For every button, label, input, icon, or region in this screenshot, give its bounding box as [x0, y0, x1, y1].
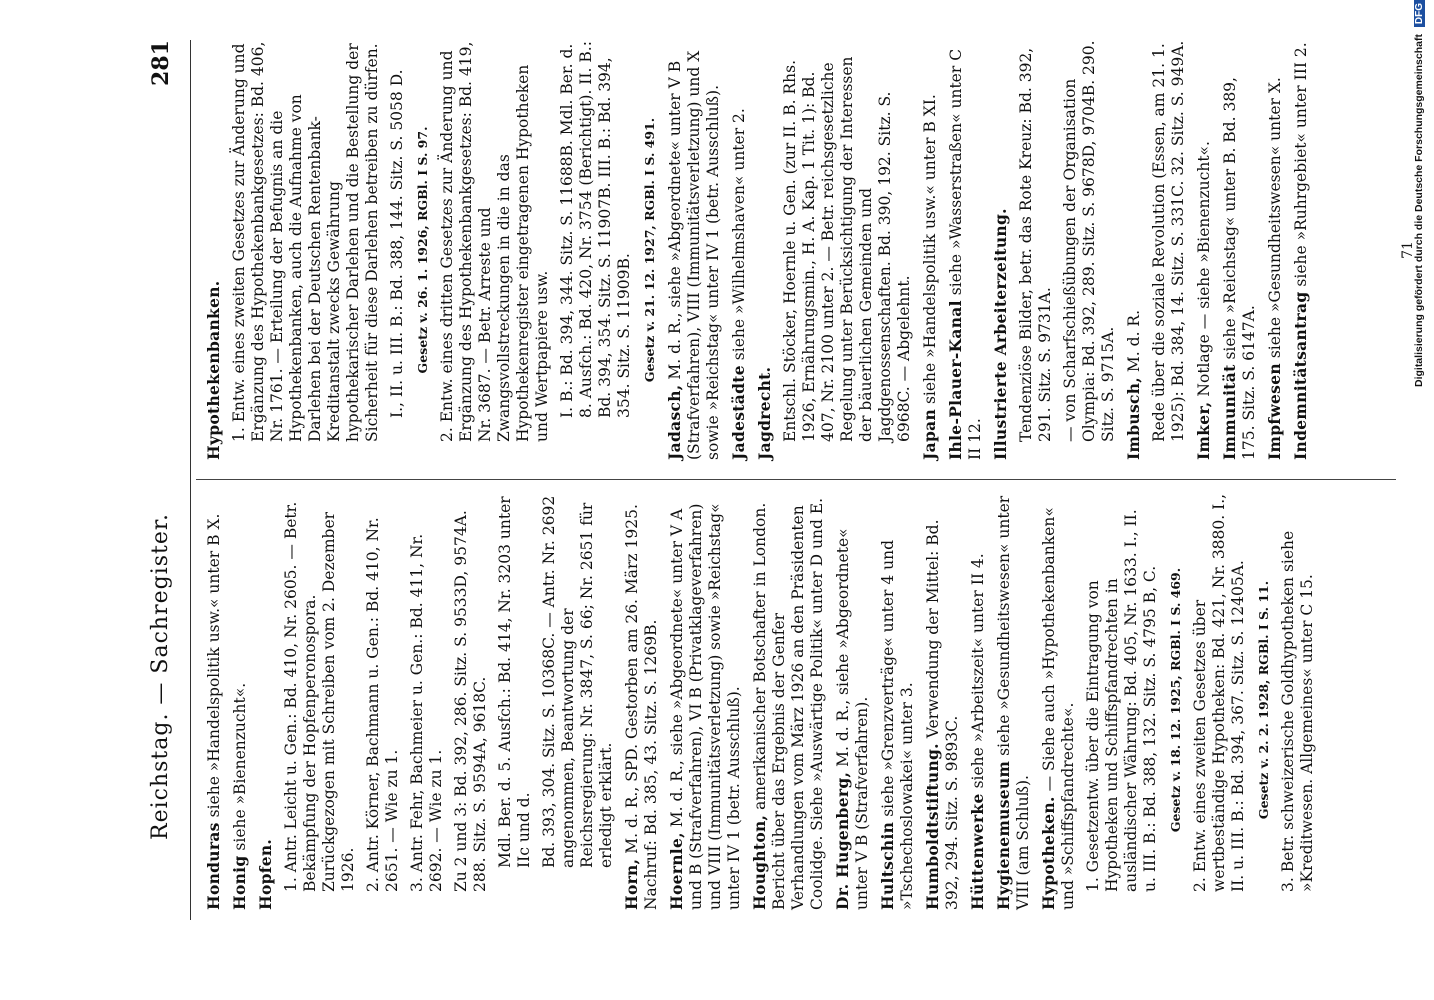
entry-text: Gesetz v. 2. 2. 1928, RGBl. I S. 11.	[1256, 580, 1271, 820]
register-entry	[665, 40, 723, 460]
entry-text: siehe »Handelspolitik usw.« unter B XI.	[921, 94, 939, 409]
entry-text: Verwendung der Mittel: Bd. 392, 294. Sitz. S. 9893C.	[924, 519, 961, 910]
register-entry	[1166, 490, 1185, 910]
register-entry	[923, 490, 962, 910]
entry-text: 2. Entw. eines dritten Gesetzes zur Änderung und Ergänzung des Hypothekenbankgesetzes: Bd. 419, Nr. 3687. — Betr. Arreste und Zwangsvollstreckungen in die in das Hypothekenregister eingetragenen Hypotheken und Wertpapiere usw.	[438, 41, 551, 442]
entry-keyword: Ihle-Plauer-Kanal	[946, 300, 965, 460]
entry-text: Tendenziöse Bilder, betr. das Rote Kreuz: Bd. 392, 291. Sitz. S. 9731A.	[1017, 47, 1054, 442]
entry-text: M. d. R.	[1125, 309, 1143, 377]
signature-mark: 71	[1400, 241, 1416, 259]
entry-text: Gesetz v. 26. 1. 1926, RGBl. I S. 97.	[415, 126, 430, 374]
entry-text: siehe »Handelspolitik usw.« unter B X.	[205, 513, 223, 823]
header-title: Reichstag. — Sachregister.	[148, 513, 173, 840]
entry-keyword: Humboldtstiftung.	[923, 743, 942, 910]
register-entry	[833, 490, 872, 910]
register-entry	[540, 490, 616, 910]
entry-keyword: Honduras	[204, 822, 223, 910]
register-entry	[994, 490, 1033, 910]
entry-text: M. d. R., siehe »Abgeordnete« unter V B (Strafverfahren).	[834, 528, 871, 910]
register-entry	[364, 490, 402, 910]
entry-keyword: Imker,	[1194, 401, 1213, 460]
register-entry	[1265, 40, 1285, 460]
register-entry	[1291, 40, 1311, 460]
entry-text: Rede über die soziale Revolution (Essen, am 21. 1. 1925): Bd. 384, 14. Sitz. S. 331C. 32. Sitz. S. 949A.	[1150, 40, 1187, 442]
funding-credit	[1413, 0, 1433, 1000]
register-entry	[408, 490, 446, 910]
register-entry	[558, 40, 634, 460]
register-entry	[452, 490, 490, 910]
entry-text: 1. Gesetzentw. über die Eintragung von Hypotheken und Schiffspfandrechten in ausländischer Währung: Bd. 405, Nr. 1633. I., II. u. III. B.: Bd. 388, 132. Sitz. S. 4795 B, C.	[1084, 509, 1159, 892]
entry-text: Zu 2 und 3: Bd. 392, 286. Sitz. S. 9533D, 9574A. 288. Sitz. S. 9594A, 9618C.	[452, 510, 489, 892]
right-column	[204, 40, 1317, 460]
entry-keyword: Honig	[230, 855, 249, 910]
entry-keyword: Japan	[920, 408, 939, 460]
register-entry	[1061, 40, 1118, 460]
register-entry	[1279, 490, 1317, 910]
entry-keyword: Horn,	[622, 858, 641, 910]
entry-text: I., II. u. III. B.: Bd. 388, 144. Sitz. S. 5058 D.	[388, 69, 406, 418]
register-entry	[729, 40, 749, 460]
page-number: 281	[148, 40, 174, 86]
entry-keyword: Hüttenwerke	[968, 793, 987, 910]
rotated-register-page	[100, 0, 1434, 960]
register-entry	[1220, 40, 1259, 460]
entry-text: Notlage — siehe »Bienenzucht«.	[1195, 141, 1213, 402]
entry-keyword: Jadasch,	[665, 384, 684, 460]
entry-text: siehe »Gesundheitswesen« unter VIII (am Schluß).	[995, 495, 1032, 910]
entry-text: Bd. 393, 304. Sitz. S. 10368C. — Antr. Nr. 2692 angenommen, Beantwortung der Reichsregierung: Nr. 3847, S. 66; Nr. 2651 für erledigt erklärt.	[540, 495, 615, 868]
header-rule	[190, 40, 191, 920]
sidebar	[1385, 0, 1425, 1000]
entry-text: siehe »Bienenzucht«.	[231, 682, 249, 856]
entry-text: — von Scharfschießübungen der Organisation Olympia: Bd. 392, 289. Sitz. S. 9678D, 9704B. 290. Sitz. S. 9715A.	[1061, 40, 1117, 442]
entry-text: siehe »Wilhelmshaven« unter 2.	[730, 108, 748, 366]
entry-keyword: Imbusch,	[1124, 377, 1143, 460]
entry-keyword: Jagdrecht.	[755, 366, 774, 460]
entry-text: amerikanischer Botschafter in London. Bericht über das Ergebnis der Genfer Verhandlungen vom März 1926 an den Präsidenten Coolidge. Siehe »Auswärtige Politik« unter D und E.	[751, 497, 826, 910]
entry-text: Gesetz v. 18. 12. 1925, RGBl. I S. 469.	[1168, 567, 1183, 833]
entry-text: siehe »Ruhrgebiet« unter III 2.	[1292, 42, 1310, 292]
column-divider	[196, 479, 1396, 480]
register-entry	[413, 40, 432, 460]
register-entry	[878, 490, 917, 910]
entry-keyword: Immunität	[1220, 364, 1239, 460]
register-entry	[991, 40, 1011, 460]
register-entry	[282, 490, 358, 910]
register-entry	[1191, 490, 1248, 910]
left-column	[204, 490, 1323, 910]
register-entry	[750, 490, 827, 910]
entry-keyword: Hopfen.	[256, 838, 275, 910]
entry-text: M. d. R., SPD. Gestorben am 26. März 1925. Nachruf: Bd. 385, 43. Sitz. S. 1269B.	[623, 504, 660, 910]
entry-text: 3. Betr. schweizerische Goldhypotheken siehe »Kreditwesen. Allgemeines« unter C 15.	[1279, 530, 1316, 892]
entry-keyword: Houghton,	[750, 814, 769, 910]
register-entry	[230, 490, 250, 910]
register-entry	[1254, 490, 1273, 910]
entry-keyword: Hultschin	[878, 821, 897, 910]
entry-text: siehe »Arbeitszeit« unter II 4.	[969, 553, 987, 794]
register-entry	[204, 40, 224, 460]
entry-text: 3. Antr. Fehr, Bachmeier u. Gen.: Bd. 411, Nr. 2692. — Wie zu 1.	[408, 533, 445, 892]
entry-text: — Siehe auch »Hypothekenbanken« und »Schiffspfandrechte«.	[1040, 507, 1077, 910]
entry-text: siehe »Gesundheitswesen« unter X.	[1266, 77, 1284, 364]
register-entry	[230, 40, 382, 460]
register-entry	[781, 40, 914, 460]
credit-text: Digitalisierung gefördert durch die Deutsche Forschungsgemeinschaft	[1413, 34, 1425, 388]
entry-keyword: Indemnitätsantrag	[1291, 291, 1310, 460]
entry-keyword: Hoernle,	[667, 832, 686, 910]
entry-keyword: Impfwesen	[1265, 363, 1284, 460]
entry-text: 1. Antr. Leicht u. Gen.: Bd. 410, Nr. 2605. — Betr. Bekämpfung der Hopfenperonospora. Zurückgezogen mit Schreiben vom 2. Dezember 1926.	[282, 501, 357, 892]
entry-text: I. B.: Bd. 394, 344. Sitz. S. 11688B. Mdl. Ber. d. 8. Ausfch.: Bd. 420, Nr. 3754 (Berichtigt). II. B.: Bd. 394, 354. Sitz. S. 11907B. III. B.: Bd. 394, 354. Sitz. S. 11909B.	[558, 41, 633, 418]
register-entry	[946, 40, 985, 460]
entry-text: Entschl. Stöcker, Hoernle u. Gen. (zur II. B. Rhs. 1926, Ernährungsmin., H. A. Kap. 1 Tit. 1): Bd. 407, Nr. 2100 unter 2. — Betr. reichsgesetzliche Regelung unter Berücksichtigung der Interessen der bäuerlichen Gemeinden und Jagdgenossenschaften. Bd. 390, 192. Sitz. S. 6968C. — Abgelehnt.	[781, 56, 913, 442]
register-entry	[1084, 490, 1160, 910]
register-entry	[1150, 40, 1188, 460]
register-entry	[204, 490, 224, 910]
register-entry	[1124, 40, 1144, 460]
page	[40, 0, 1420, 1000]
register-entry	[256, 490, 276, 910]
page-header	[148, 0, 178, 960]
register-entry	[640, 40, 659, 460]
entry-text: 2. Antr. Körner, Bachmann u. Gen.: Bd. 410, Nr. 2651. — Wie zu 1.	[364, 517, 401, 892]
register-entry	[1017, 40, 1055, 460]
entry-text: M. d. R., siehe »Abgeordnete« unter V B (Strafverfahren), VIII (Immunitätsverletzung) und X sowie »Reichstag« unter IV 1 (betr. Ausschluß).	[666, 50, 722, 460]
entry-keyword: Jadestädte	[729, 365, 748, 460]
entry-keyword: Illustrierte Arbeiterzeitung.	[991, 208, 1010, 460]
entry-text: M. d. R., siehe »Abgeordnete« unter V A und B (Strafverfahren), VI B (Privatklageverfahren) und VIII (Immunitätsverletzung) sowie »Reichstag« unter IV 1 (betr. Ausschluß).	[668, 503, 743, 910]
entry-text: 2. Entw. eines zweiten Gesetzes über wertbeständige Hypotheken: Bd. 421, Nr. 3880. I., II. u. III. B.: Bd. 394, 367. Sitz. S. 12405A.	[1191, 493, 1247, 892]
entry-text: 1. Entw. eines zweiten Gesetzes zur Änderung und Ergänzung des Hypothekenbankgesetzes: Bd. 406, Nr. 1761. — Erteilung der Befugnis an die Hypothekenbanken, auch die Aufnahme von Darlehen bei der Deutschen Rentenbank-Kreditanstalt zwecks Gewährung hypothekarischer Darlehen und die Bestellung der Sicherheit für diese Darlehen betreiben zu dürfen.	[230, 41, 381, 442]
register-entry	[622, 490, 661, 910]
register-entry	[438, 40, 552, 460]
entry-keyword: Hygienemuseum	[994, 760, 1013, 910]
entry-text: siehe »Wasserstraßen« unter C II 12.	[947, 48, 984, 460]
entry-text: siehe »Grenzverträge« unter 4 und »Tschechoslowakei« unter 3.	[879, 539, 916, 910]
dfg-logo: DFG	[1414, 0, 1425, 27]
entry-keyword: Hypotheken.	[1039, 796, 1058, 910]
register-entry	[968, 490, 988, 910]
entry-keyword: Hypothekenbanken.	[204, 280, 223, 460]
register-entry	[920, 40, 940, 460]
entry-text: Gesetz v. 21. 12. 1927, RGBl. I S. 491.	[642, 117, 657, 383]
register-entry	[667, 490, 744, 910]
register-entry	[1039, 490, 1078, 910]
register-entry	[1194, 40, 1214, 460]
register-entry	[388, 40, 407, 460]
entry-text: Mdl. Ber. d. 5. Ausfch.: Bd. 414, Nr. 3203 unter IIc und d.	[496, 496, 533, 868]
entry-keyword: Dr. Hugenberg,	[833, 771, 852, 910]
register-entry	[755, 40, 775, 460]
entry-text: siehe »Reichstag« unter B. Bd. 389, 175. Sitz. S. 6147A.	[1221, 77, 1258, 460]
register-entry	[496, 490, 534, 910]
